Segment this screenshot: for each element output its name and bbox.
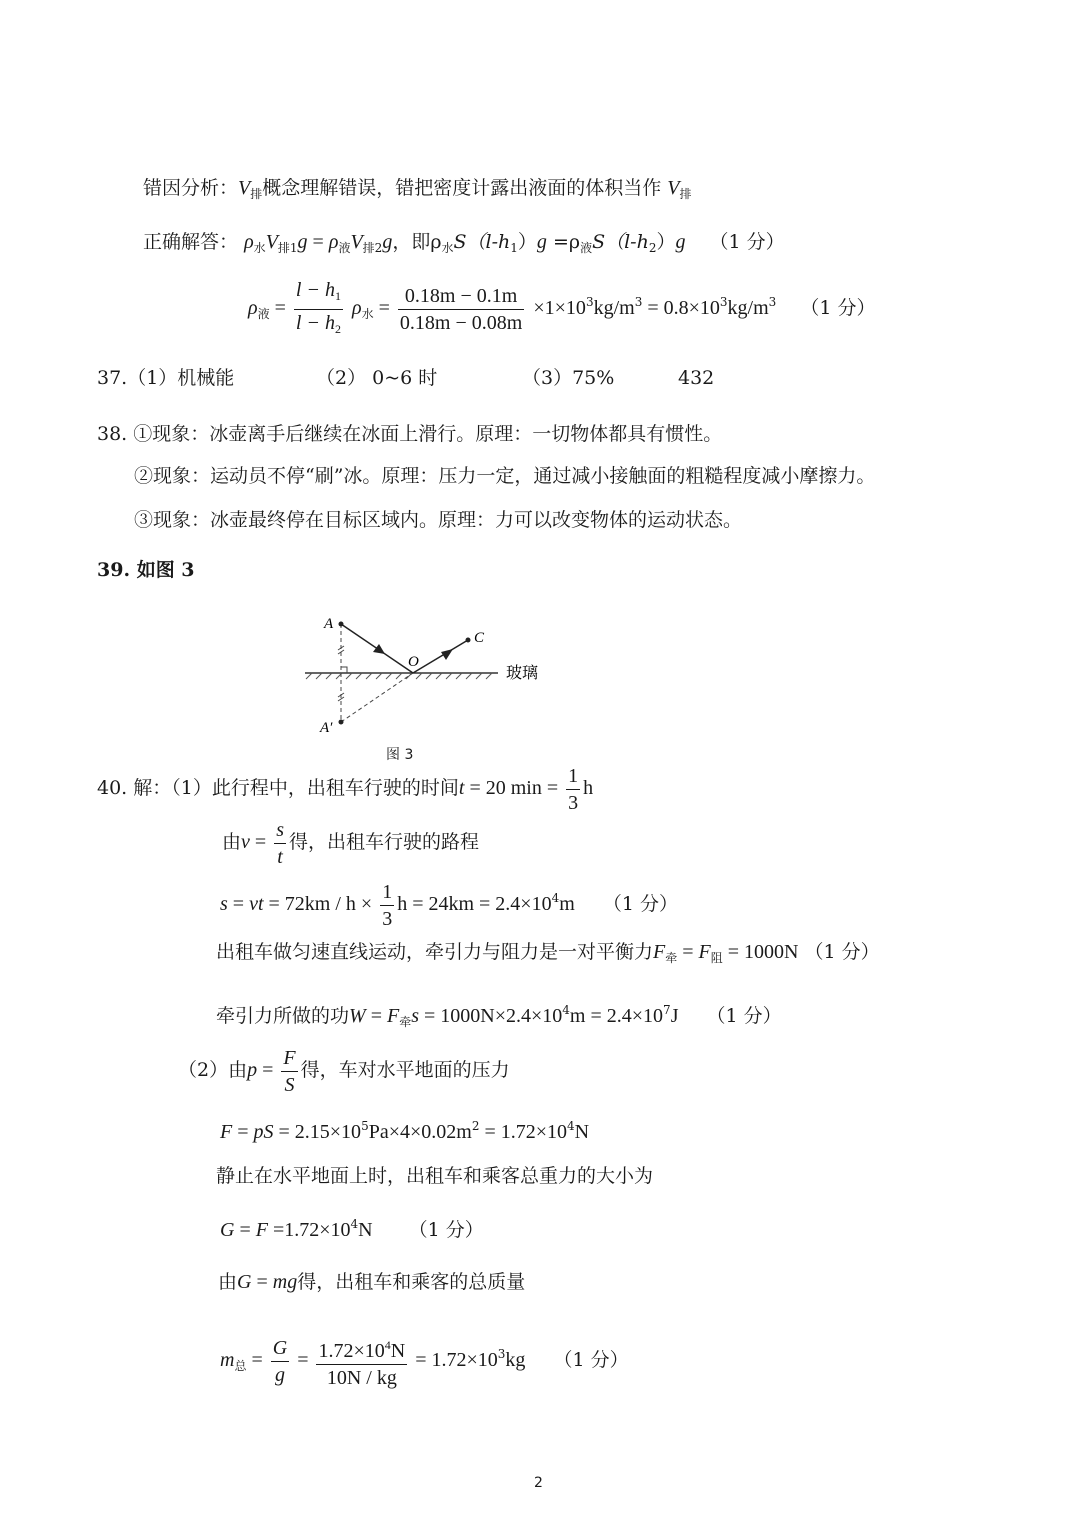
exponent: 7	[663, 1003, 671, 1017]
text: 出租车做匀速直线运动，牵引力与阻力是一对平衡力	[216, 941, 654, 963]
score: （1 分）	[602, 893, 678, 915]
var-t: t	[458, 777, 465, 799]
var-F: F	[698, 941, 711, 963]
glass-hatching	[306, 673, 492, 679]
rho: ρ	[328, 231, 339, 253]
numerator: l − h	[295, 278, 335, 301]
answer-part-3: （3）75%	[522, 367, 615, 389]
text: 由	[222, 831, 242, 853]
error-text: 概念理解错误，错把密度计露出液面的体积当作	[262, 177, 662, 199]
sub-water: 水	[253, 241, 266, 255]
answer-part-4: 432	[678, 367, 715, 389]
q40-line11	[220, 1326, 629, 1394]
text: （1）此行程中，出租车行驶的时间	[171, 777, 459, 799]
exponent: 5	[361, 1119, 369, 1133]
unit: m	[559, 893, 575, 915]
var-g: g	[297, 231, 308, 253]
reflected-arrow	[441, 649, 453, 660]
q40-line7	[220, 1114, 589, 1144]
var-g: g	[536, 231, 547, 253]
phenomenon-2: ②现象：运动员不停“刷”冰。原理：压力一定，通过减小接触面的粗糙程度减小摩擦力。	[134, 465, 876, 487]
score: （1 分）	[804, 941, 880, 963]
unit: h	[583, 777, 594, 799]
text: （2）由	[178, 1059, 248, 1081]
answer-part-2: （2） 0~6 时	[316, 367, 438, 389]
question-number: 39.	[97, 559, 131, 581]
var-vt: vt	[249, 893, 264, 915]
numerator: 1	[380, 879, 394, 906]
sub-traction: 牵	[399, 1015, 412, 1029]
numerator: 1.72×10	[318, 1339, 385, 1362]
fraction-s-t	[274, 817, 286, 870]
fraction-1-3	[380, 879, 394, 932]
reflection-diagram	[300, 612, 560, 742]
var-G: G	[220, 1219, 235, 1241]
denominator: 3	[568, 791, 579, 814]
density-formula	[248, 274, 876, 342]
numerator: G	[271, 1335, 289, 1362]
exponent: 4	[562, 1003, 570, 1017]
fraction-lengths	[398, 283, 524, 336]
text: 由	[218, 1271, 238, 1293]
equals: =	[251, 1271, 273, 1293]
denominator: l − h	[295, 311, 335, 334]
text: 得，出租车和乘客的总质量	[297, 1271, 526, 1293]
point-C	[466, 638, 471, 643]
question-number: 40.	[97, 777, 128, 799]
equals: =	[246, 1349, 268, 1371]
var-v: v	[241, 831, 250, 853]
unit: kg/m	[727, 297, 769, 319]
multiply: ×1×10	[533, 297, 586, 319]
exponent: 3	[768, 295, 777, 309]
value: = 1000N×2.4×10	[419, 1005, 563, 1027]
expr: = 72km / h ×	[263, 893, 378, 915]
q40-line9	[220, 1212, 484, 1242]
denominator: g	[274, 1363, 285, 1386]
sub-traction: 牵	[665, 951, 678, 965]
denominator: S	[284, 1073, 295, 1096]
incident-arrow	[373, 644, 385, 654]
solution-label: 解：	[133, 777, 172, 799]
q40-line3	[220, 870, 678, 932]
reflected-ray	[413, 640, 468, 673]
q40-line10	[218, 1270, 525, 1294]
correct-answer-line	[143, 230, 785, 260]
sub-resistance: 阻	[710, 951, 723, 965]
sub-liquid: 液	[580, 241, 593, 255]
exponent: 4	[567, 1119, 575, 1133]
sub-total: 总	[234, 1359, 247, 1373]
figure-caption: 图 3	[386, 747, 414, 763]
figure-reference: 如图 3	[136, 559, 195, 581]
eq-connector: ，即ρ	[392, 231, 442, 253]
var-s: s	[411, 1005, 419, 1027]
var-G: G	[237, 1271, 252, 1293]
text: 得，出租车行驶的路程	[288, 831, 479, 853]
var-F: F	[653, 941, 666, 963]
answer-part-1: （1）机械能	[127, 367, 235, 389]
equals: =	[307, 231, 329, 253]
virtual-ray	[341, 673, 413, 722]
error-analysis-line	[143, 176, 692, 206]
result: = 1.72×10	[410, 1349, 498, 1371]
equals: =ρ	[546, 231, 581, 253]
sub-pai: 排	[250, 187, 263, 201]
equals: =	[677, 941, 699, 963]
sub-1: 1	[334, 288, 341, 303]
exponent: 3	[497, 1347, 506, 1361]
paren: ）	[656, 231, 676, 253]
q40-line4	[216, 940, 880, 970]
equals: =	[292, 1349, 314, 1371]
unit: N	[574, 1121, 590, 1143]
right-angle-mark	[341, 667, 347, 673]
label-A: A	[324, 616, 334, 632]
point-A	[339, 622, 344, 627]
question-37	[97, 366, 234, 390]
numerator: 1	[566, 763, 580, 790]
result: = 0.8×10	[642, 297, 720, 319]
exponent: 4	[350, 1217, 359, 1231]
var-F: F	[255, 1219, 268, 1241]
value: = 2.15×10	[273, 1121, 362, 1143]
fraction-1-3	[566, 763, 580, 816]
sub-pai: 排	[679, 187, 692, 201]
sub-liquid: 液	[257, 307, 270, 321]
rho: ρ	[352, 297, 362, 319]
var-g: g	[382, 231, 393, 253]
q40-line6	[178, 1042, 510, 1098]
equals: =	[257, 1059, 279, 1081]
unit: kg	[505, 1349, 526, 1371]
exponent: 3	[719, 295, 728, 309]
equals: =	[232, 1121, 254, 1143]
var-V: V	[350, 231, 363, 253]
sub-pai1: 排1	[277, 241, 298, 255]
score: （1 分）	[800, 297, 876, 319]
numerator: 0.18m − 0.1m	[398, 283, 524, 310]
rho: ρ	[244, 231, 254, 253]
var-p: p	[247, 1059, 258, 1081]
q40-line8: 静止在水平地面上时，出租车和乘客总重力的大小为	[216, 1165, 654, 1187]
l-minus-h: l-h	[624, 231, 649, 253]
var-F: F	[386, 1005, 400, 1027]
var-S: S（	[453, 231, 486, 253]
result: h = 24km = 2.4×10	[397, 893, 552, 915]
sub-liquid: 液	[338, 241, 351, 255]
answer-label: 正确解答：	[143, 231, 239, 253]
sub-2: 2	[334, 321, 341, 336]
value: Pa×4×0.02m	[368, 1121, 472, 1143]
equals: =	[234, 1219, 256, 1241]
score: （1 分）	[706, 1005, 782, 1027]
question-38	[97, 422, 722, 446]
equals: =	[227, 893, 250, 915]
exponent: 4	[384, 1337, 391, 1352]
fraction-mass	[316, 1332, 407, 1391]
sub-water: 水	[361, 307, 374, 321]
equals: =	[373, 297, 395, 319]
paren: ）	[517, 231, 537, 253]
var-mg: mg	[272, 1271, 298, 1293]
unit: N	[390, 1339, 406, 1362]
fraction-l-h	[294, 277, 343, 342]
label-C: C	[474, 630, 485, 646]
exponent: 3	[585, 295, 594, 309]
sub-1: 1	[510, 241, 518, 255]
var-W: W	[349, 1005, 366, 1027]
rho: ρ	[248, 297, 258, 319]
value: =1.72×10	[267, 1219, 351, 1241]
unit: N	[358, 1219, 373, 1241]
score: （1 分）	[553, 1349, 629, 1371]
unit: kg/m	[593, 297, 635, 319]
q40-line2	[222, 814, 479, 870]
fraction-F-S	[281, 1045, 297, 1098]
var-V: V	[238, 177, 251, 199]
result: = 1.72×10	[479, 1121, 568, 1143]
question-number: 37.	[97, 367, 128, 389]
var-V: V	[265, 231, 278, 253]
text: 牵引力所做的功	[216, 1005, 350, 1027]
exponent: 3	[634, 295, 643, 309]
score: （1 分）	[408, 1219, 484, 1241]
page-number: 2	[534, 1475, 543, 1491]
question-number: 38.	[97, 423, 128, 445]
phenomenon-1: ①现象：冰壶离手后继续在冰面上滑行。原理：一切物体都具有惯性。	[133, 423, 723, 445]
equals: =	[269, 297, 291, 319]
label-O: O	[408, 654, 419, 670]
text: 得，车对水平地面的压力	[300, 1059, 510, 1081]
exponent: 2	[471, 1119, 480, 1133]
var-pS: pS	[253, 1121, 274, 1143]
phenomenon-3: ③现象：冰壶最终停在目标区域内。原理：力可以改变物体的运动状态。	[134, 509, 743, 531]
var-F: F	[220, 1121, 233, 1143]
var-V: V	[667, 177, 680, 199]
sub-2: 2	[648, 241, 657, 255]
var-m: m	[220, 1349, 235, 1371]
q40-line1	[97, 760, 593, 816]
var-g: g	[675, 231, 686, 253]
numerator: s	[274, 817, 286, 844]
question-39	[97, 558, 195, 582]
exponent: 4	[551, 891, 560, 905]
equals: =	[365, 1005, 387, 1027]
error-label: 错因分析：	[143, 177, 239, 199]
denominator: 3	[382, 907, 393, 930]
label-A-prime: A′	[320, 720, 333, 736]
point-A-prime	[339, 720, 344, 725]
fraction-G-g	[271, 1335, 289, 1388]
value: m = 2.4×10	[569, 1005, 664, 1027]
numerator: F	[281, 1045, 297, 1072]
score: （1 分）	[709, 231, 785, 253]
value: = 1000N	[722, 941, 799, 963]
denominator: t	[277, 845, 283, 868]
var-s: s	[220, 893, 228, 915]
denominator: 10N / kg	[326, 1366, 397, 1389]
unit: J	[670, 1005, 679, 1027]
sub-water: 水	[441, 241, 454, 255]
var-S: S（	[592, 231, 625, 253]
q40-line5	[216, 998, 782, 1034]
denominator: 0.18m − 0.08m	[399, 311, 523, 334]
sub-pai2: 排2	[362, 241, 383, 255]
equals: =	[249, 831, 272, 853]
label-glass: 玻璃	[506, 663, 539, 682]
l-minus-h: l-h	[485, 231, 511, 253]
expr: = 20 min =	[464, 777, 564, 799]
